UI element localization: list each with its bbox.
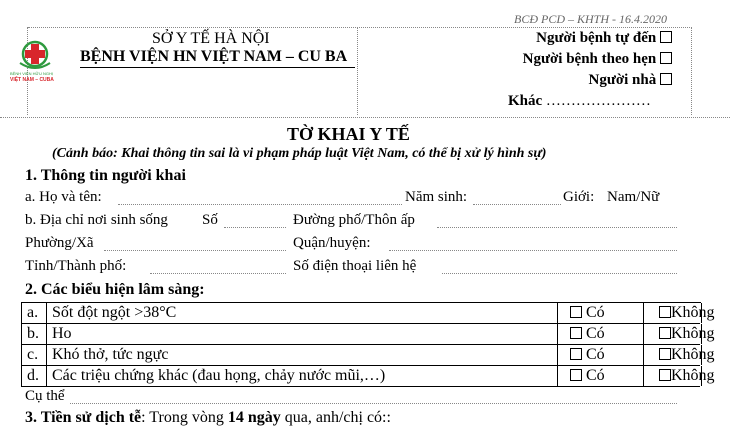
yes-label: Có (586, 304, 605, 321)
gender-value[interactable]: Nam/Nữ (607, 189, 660, 205)
yes-checkbox[interactable] (570, 369, 582, 381)
symptom-row-a (21, 303, 715, 324)
section3-text-before: : Trong vòng (141, 409, 224, 426)
symptom-text: Ho (52, 325, 72, 342)
yes-option[interactable] (570, 304, 605, 322)
city-label: Tỉnh/Thành phố: (25, 258, 127, 274)
no-checkbox[interactable] (659, 306, 671, 318)
logo-text-top: BỆNH VIỆN HỮU NGHỊ (10, 71, 53, 76)
department-name: SỞ Y TẾ HÀ NỘI (152, 30, 270, 47)
cell-yes[interactable] (557, 345, 644, 365)
cell-yes[interactable] (557, 324, 644, 344)
category-other[interactable] (508, 93, 651, 110)
no-checkbox[interactable] (659, 369, 671, 381)
symptom-row-d (21, 366, 715, 387)
top-dotted-rule (28, 27, 692, 28)
section3-line (25, 409, 391, 427)
dob-field[interactable] (473, 204, 561, 205)
cell-letter (21, 324, 47, 344)
dob-label: Năm sinh: (405, 189, 468, 205)
cell-letter (21, 345, 47, 365)
row-letter: d. (27, 367, 39, 384)
section3-text-after: qua, anh/chị có:: (284, 409, 391, 426)
yes-option[interactable] (570, 346, 605, 364)
category-appointment-label: Người bệnh theo hẹn (522, 51, 657, 67)
section3-days: 14 ngày (227, 409, 281, 426)
no-label: Không (671, 304, 715, 321)
house-number-field[interactable] (224, 227, 286, 228)
no-option[interactable] (659, 367, 715, 385)
cell-symptom (46, 303, 558, 323)
city-field[interactable] (150, 273, 286, 274)
no-label: Không (671, 325, 715, 342)
ward-label: Phường/Xã (25, 235, 94, 251)
hospital-name-underline (80, 67, 355, 68)
cell-no[interactable] (643, 303, 715, 323)
yes-label: Có (586, 325, 605, 342)
section3-heading: 3. Tiền sử dịch tễ (25, 409, 142, 426)
cell-yes[interactable] (557, 303, 644, 323)
yes-checkbox[interactable] (570, 327, 582, 339)
ward-field[interactable] (104, 250, 286, 251)
no-label: Không (671, 346, 715, 363)
header-right-border (691, 27, 692, 115)
category-other-dots: ………………… (545, 93, 651, 109)
yes-checkbox[interactable] (570, 306, 582, 318)
street-field[interactable] (437, 227, 677, 228)
cell-no[interactable] (643, 324, 715, 344)
category-self[interactable] (536, 30, 672, 47)
no-option[interactable] (659, 325, 715, 343)
category-self-label: Người bệnh tự đến (536, 30, 657, 46)
symptom-text: Khó thở, tức ngực (52, 346, 169, 363)
section1-heading: 1. Thông tin người khai (25, 167, 186, 184)
specific-field[interactable] (70, 403, 677, 404)
category-other-label: Khác (508, 93, 543, 109)
house-number-label: Số (202, 212, 218, 228)
phone-label: Số điện thoại liên hệ (293, 258, 417, 274)
hospital-logo-icon (12, 37, 58, 93)
category-relative-checkbox[interactable] (660, 73, 672, 85)
symptom-row-b (21, 324, 715, 345)
row-letter: c. (27, 346, 39, 363)
yes-label: Có (586, 346, 605, 363)
district-label: Quận/huyện: (293, 235, 371, 251)
cell-symptom (46, 324, 558, 344)
cell-letter (21, 303, 47, 323)
yes-option[interactable] (570, 367, 605, 385)
hospital-name: BỆNH VIỆN HN VIỆT NAM – CU BA (80, 48, 348, 65)
cell-no[interactable] (643, 366, 715, 386)
symptom-text: Sốt đột ngột >38°C (52, 304, 177, 321)
document-code: BCĐ PCD – KHTH - 16.4.2020 (514, 12, 668, 26)
category-appointment-checkbox[interactable] (660, 52, 672, 64)
header-bottom-rule (0, 117, 730, 118)
yes-checkbox[interactable] (570, 348, 582, 360)
header-divider (357, 27, 358, 115)
no-option[interactable] (659, 304, 715, 322)
no-label: Không (671, 367, 715, 384)
symptom-row-c (21, 345, 715, 366)
street-label: Đường phố/Thôn ấp (293, 212, 415, 228)
no-checkbox[interactable] (659, 327, 671, 339)
hospital-logo (12, 37, 58, 93)
logo-text-bottom: VIỆT NAM – CUBA (10, 77, 54, 83)
category-relative[interactable] (589, 72, 673, 89)
name-field[interactable] (118, 204, 402, 205)
phone-field[interactable] (442, 273, 677, 274)
category-appointment[interactable] (523, 51, 672, 68)
cell-no[interactable] (643, 345, 715, 365)
row-letter: b. (27, 325, 39, 342)
section2-heading: 2. Các biểu hiện lâm sàng: (25, 281, 205, 298)
no-option[interactable] (659, 346, 715, 364)
row-letter: a. (27, 304, 39, 321)
cell-symptom (46, 366, 558, 386)
cell-symptom (46, 345, 558, 365)
category-self-checkbox[interactable] (660, 31, 672, 43)
yes-label: Có (586, 367, 605, 384)
form-title: TỜ KHAI Y TẾ (287, 124, 410, 144)
cell-yes[interactable] (557, 366, 644, 386)
specific-label: Cụ thể (25, 388, 65, 404)
address-label: b. Địa chỉ nơi sinh sống (25, 212, 168, 228)
cell-letter (21, 366, 47, 386)
name-label: a. Họ và tên: (25, 189, 102, 205)
no-checkbox[interactable] (659, 348, 671, 360)
yes-option[interactable] (570, 325, 605, 343)
category-relative-label: Người nhà (588, 72, 657, 88)
gender-label: Giới: (563, 189, 595, 205)
district-field[interactable] (389, 250, 677, 251)
symptom-text: Các triệu chứng khác (đau họng, chảy nước mũi,…) (52, 367, 386, 384)
legal-warning: (Cảnh báo: Khai thông tin sai là vi phạm pháp luật Việt Nam, có thể bị xử lý hình sự) (52, 146, 547, 161)
